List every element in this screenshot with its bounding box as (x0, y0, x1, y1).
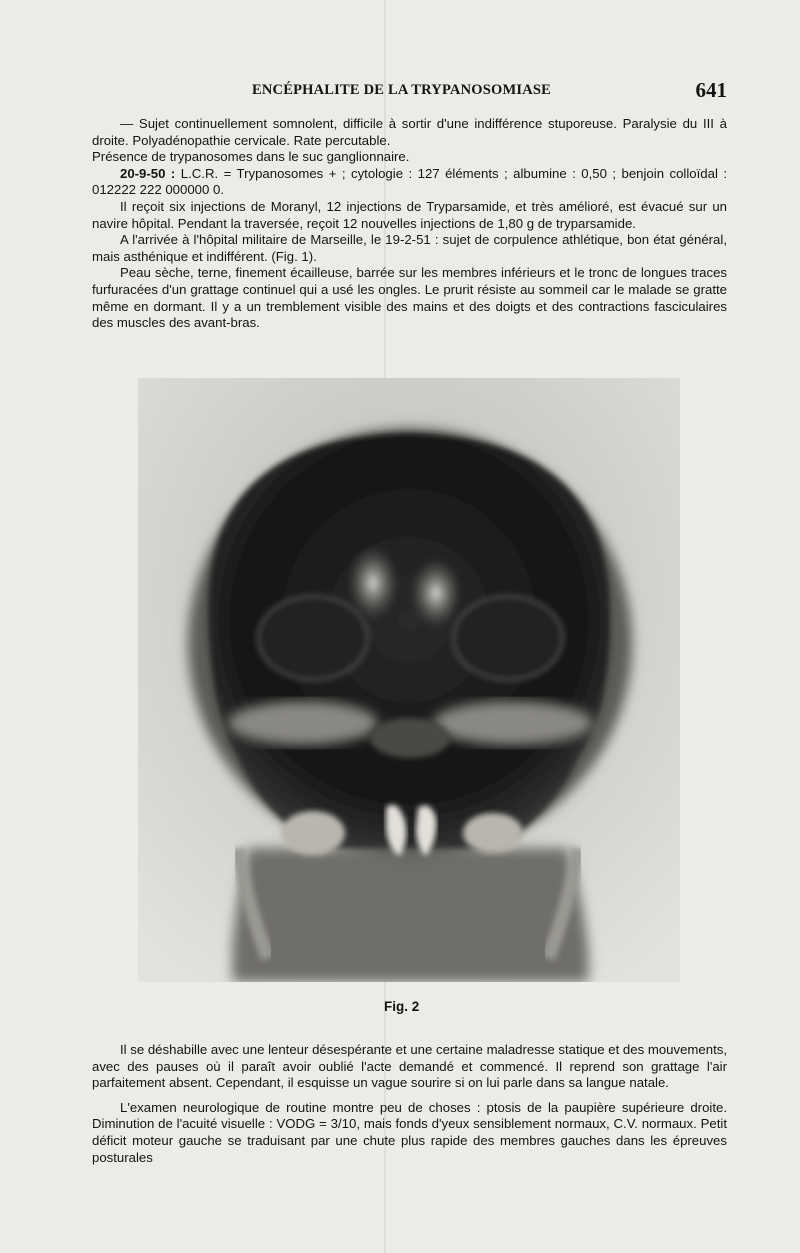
running-title: ENCÉPHALITE DE LA TRYPANOSOMIASE (252, 82, 552, 98)
paragraph: Présence de trypanosomes dans le suc ganglionnaire. (92, 149, 410, 165)
paragraph: Il se déshabille avec une lenteur désespérante et une certaine maladresse statique et des mouvements, avec des pauses où il paraît avoir oublié l'acte demandé et commencé. Il reprend son grattage l'air parfaitement absent. Cependant, il esquisse un vague sourire si on lui parle dans sa langue natale. (92, 1042, 727, 1091)
paragraph: L'examen neurologique de routine montre peu de choses : ptosis de la paupière supérieure droite. Diminution de l'acuité visuelle : VODG = 3/10, mais fonds d'yeux sensiblement normaux, C.V. normaux. Petit déficit moteur gauche se traduisant par une chute plus rapide des membres gauches dans les épreuves posturales (92, 1099, 727, 1165)
paragraph: — Sujet continuellement somnolent, difficile à sortir d'une indifférence stuporeuse. Paralysie du III à droite. Polyadénopathie cervicale. Rate percutable. (92, 116, 727, 148)
xray-figure (138, 378, 680, 982)
paragraph: Peau sèche, terne, finement écailleuse, barrée sur les membres inférieurs et le tronc de longues traces furfuracées d'un grattage continuel qui a usé les ongles. Le prurit résiste au sommeil car le malade se gratte même en dormant. Il y a un tremblement visible des mains et des doigts et des contractions fasciculaires des muscles des avant-bras. (92, 265, 727, 331)
paragraph-text: L.C.R. = Trypanosomes + ; cytologie : 127 éléments ; albumine : 0,50 ; benjoin colloïdal : 012222 222 000000 0. (92, 165, 727, 198)
running-header (92, 78, 727, 104)
page-number: 641 (695, 78, 727, 102)
date-label: 20-9-50 : (120, 165, 176, 181)
paragraph: A l'arrivée à l'hôpital militaire de Marseille, le 19-2-51 : sujet de corpulence athlétique, bon état général, mais asthénique et indifférent. (Fig. 1). (92, 232, 727, 264)
bottom-text-block (92, 1042, 727, 1166)
top-text-block (92, 116, 727, 332)
paragraph: Il reçoit six injections de Moranyl, 12 injections de Tryparsamide, et très amélioré, est évacué sur un navire hôpital. Pendant la traversée, reçoit 12 nouvelles injections de 1,80 g de tryparsamide. (92, 198, 727, 231)
skull-xray-image (138, 378, 680, 982)
figure-caption: Fig. 2 (384, 999, 420, 1014)
paragraph (92, 166, 727, 199)
